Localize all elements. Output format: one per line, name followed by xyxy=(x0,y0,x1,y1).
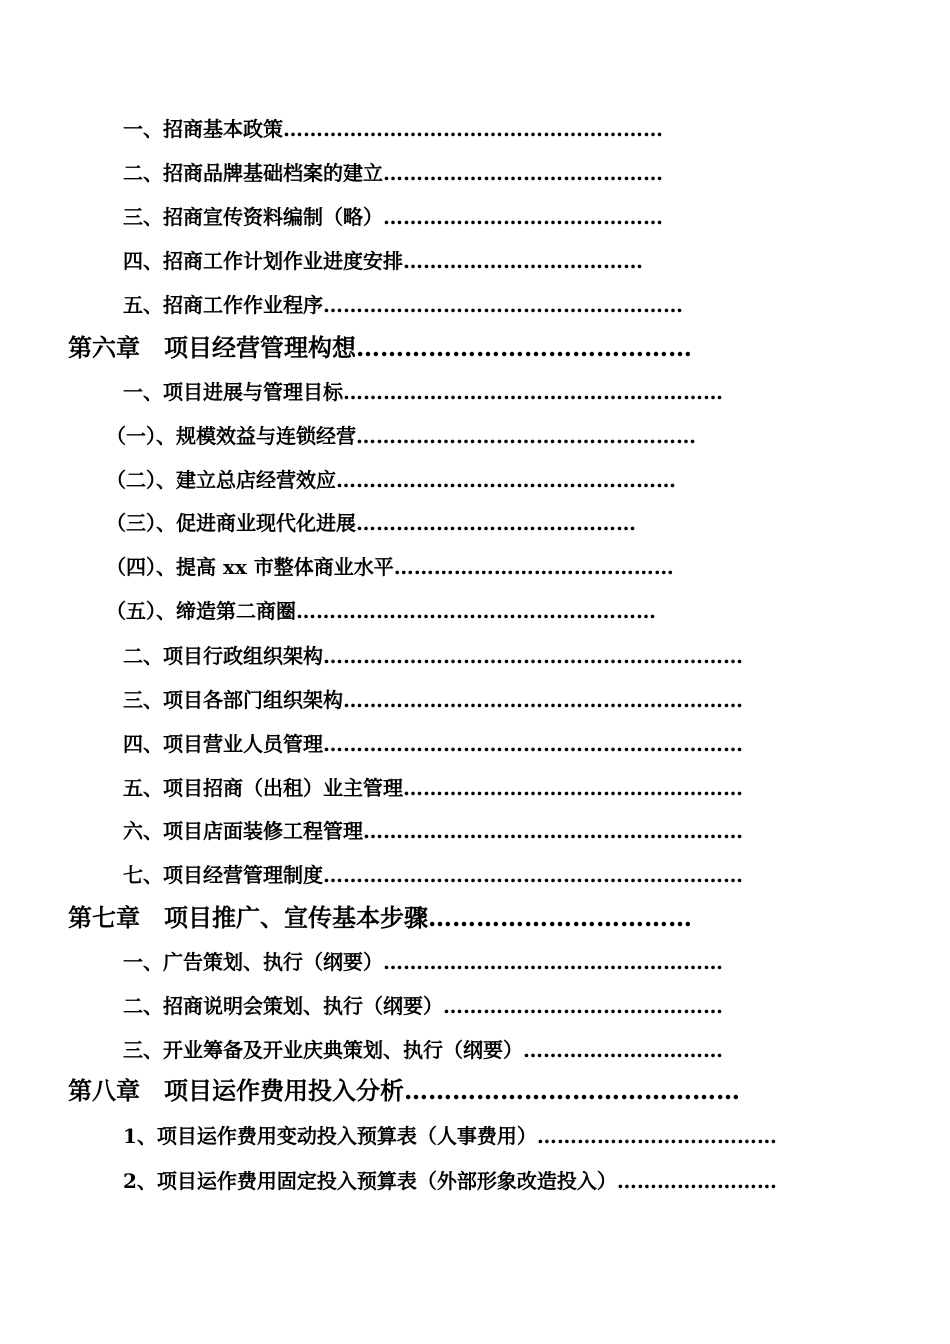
toc-entry-title: （五）、缔造第二商圈 xyxy=(106,599,296,623)
toc-entry-title: 二、项目行政组织架构 xyxy=(123,644,323,668)
toc-entry[interactable] xyxy=(106,510,746,536)
toc-entry-title: 三、开业筹备及开业庆典策划、执行（纲要） xyxy=(123,1038,523,1062)
toc-entry-title: （四）、提高 xx 市整体商业水平 xyxy=(106,555,394,579)
toc-leader-dots: ……………………………… xyxy=(403,249,643,273)
toc-entry[interactable] xyxy=(123,687,793,713)
toc-entry-title: 七、项目经营管理制度 xyxy=(123,863,323,887)
toc-entry-title: 2、项目运作费用固定投入预算表（外部形象改造投入） xyxy=(123,1169,617,1193)
toc-entry[interactable] xyxy=(123,731,793,757)
toc-entry[interactable] xyxy=(123,862,793,888)
toc-entry[interactable] xyxy=(123,818,793,844)
toc-entry[interactable] xyxy=(123,643,793,669)
toc-chapter-title: 第六章 项目经营管理构想 xyxy=(68,333,356,362)
toc-leader-dots: …………………………………… xyxy=(443,994,723,1018)
toc-leader-dots: ……………………………………………………… xyxy=(323,732,743,756)
toc-entry[interactable] xyxy=(123,1168,803,1194)
toc-entry[interactable] xyxy=(123,292,793,318)
toc-leader-dots: …………………………………………… xyxy=(356,424,696,448)
toc-entry-title: 1、项目运作费用变动投入预算表（人事费用） xyxy=(123,1124,537,1148)
toc-chapter[interactable] xyxy=(68,903,793,933)
toc-leader-dots: ………………………………………………… xyxy=(283,117,663,141)
toc-leader-dots: …………………………………… xyxy=(356,333,692,362)
toc-leader-dots: …………………………………… xyxy=(404,1076,740,1105)
toc-entry-title: 一、招商基本政策 xyxy=(123,117,283,141)
toc-entry-title: 三、项目各部门组织架构 xyxy=(123,688,343,712)
toc-entry-title: 五、招商工作作业程序 xyxy=(123,293,323,317)
toc-entry[interactable] xyxy=(106,423,793,449)
toc-entry-title: 二、招商品牌基础档案的建立 xyxy=(123,161,383,185)
toc-leader-dots: …………………………………… xyxy=(356,511,636,535)
toc-entry-title: 四、项目营业人员管理 xyxy=(123,732,323,756)
toc-entry[interactable] xyxy=(123,949,793,975)
toc-entry[interactable] xyxy=(123,1037,793,1063)
toc-leader-dots: …………………………………… xyxy=(383,161,663,185)
toc-leader-dots: ………………………… xyxy=(523,1038,723,1062)
toc-entry[interactable] xyxy=(123,204,793,230)
toc-entry[interactable] xyxy=(123,379,813,405)
toc-entry-title: （三）、促进商业现代化进展 xyxy=(106,511,356,535)
toc-entry-title: 二、招商说明会策划、执行（纲要） xyxy=(123,994,443,1018)
toc-entry[interactable] xyxy=(123,248,793,274)
toc-leader-dots: ……………………………………………… xyxy=(296,599,656,623)
toc-entry-title: 六、项目店面装修工程管理 xyxy=(123,819,363,843)
toc-entry-title: 一、广告策划、执行（纲要） xyxy=(123,950,383,974)
toc-entry[interactable] xyxy=(123,993,793,1019)
toc-entry[interactable] xyxy=(106,554,776,580)
toc-leader-dots: …………………………………………………… xyxy=(343,688,743,712)
toc-leader-dots: ……………………………………………… xyxy=(323,293,683,317)
toc-leader-dots: …………………………………………… xyxy=(383,950,723,974)
toc-entry-title: 四、招商工作计划作业进度安排 xyxy=(123,249,403,273)
toc-leader-dots: ………………………………………………… xyxy=(343,380,723,404)
toc-leader-dots: …………………………………………… xyxy=(336,468,676,492)
toc-chapter-title: 第七章 项目推广、宣传基本步骤 xyxy=(68,903,428,932)
toc-leader-dots: …………………………………… xyxy=(383,205,663,229)
toc-chapter[interactable] xyxy=(68,1076,793,1106)
toc-leader-dots: …………………………………… xyxy=(393,555,674,579)
toc-entry-title: 五、项目招商（出租）业主管理 xyxy=(123,776,403,800)
toc-chapter-title: 第八章 项目运作费用投入分析 xyxy=(68,1076,404,1105)
toc-entry-title: 三、招商宣传资料编制（略） xyxy=(123,205,383,229)
toc-leader-dots: ……………………………………………………… xyxy=(323,863,743,887)
toc-entry[interactable] xyxy=(106,598,746,624)
toc-entry[interactable] xyxy=(123,775,793,801)
toc-entry-title: （二）、建立总店经营效应 xyxy=(106,468,336,492)
toc-entry[interactable] xyxy=(123,116,793,142)
toc-entry[interactable] xyxy=(123,1123,803,1149)
toc-leader-dots: …………………………………………… xyxy=(403,776,743,800)
toc-leader-dots: ……………………………… xyxy=(536,1124,777,1148)
toc-leader-dots: …………………………… xyxy=(428,903,692,932)
toc-entry[interactable] xyxy=(123,160,793,186)
toc-leader-dots: ………………………………………………… xyxy=(363,819,743,843)
toc-leader-dots: ……………………………………………………… xyxy=(323,644,743,668)
toc-entry-title: （一）、规模效益与连锁经营 xyxy=(106,424,356,448)
toc-leader-dots: …………………… xyxy=(616,1169,777,1193)
toc-chapter[interactable] xyxy=(68,333,813,363)
toc-entry[interactable] xyxy=(106,467,793,493)
toc-entry-title: 一、项目进展与管理目标 xyxy=(123,380,343,404)
